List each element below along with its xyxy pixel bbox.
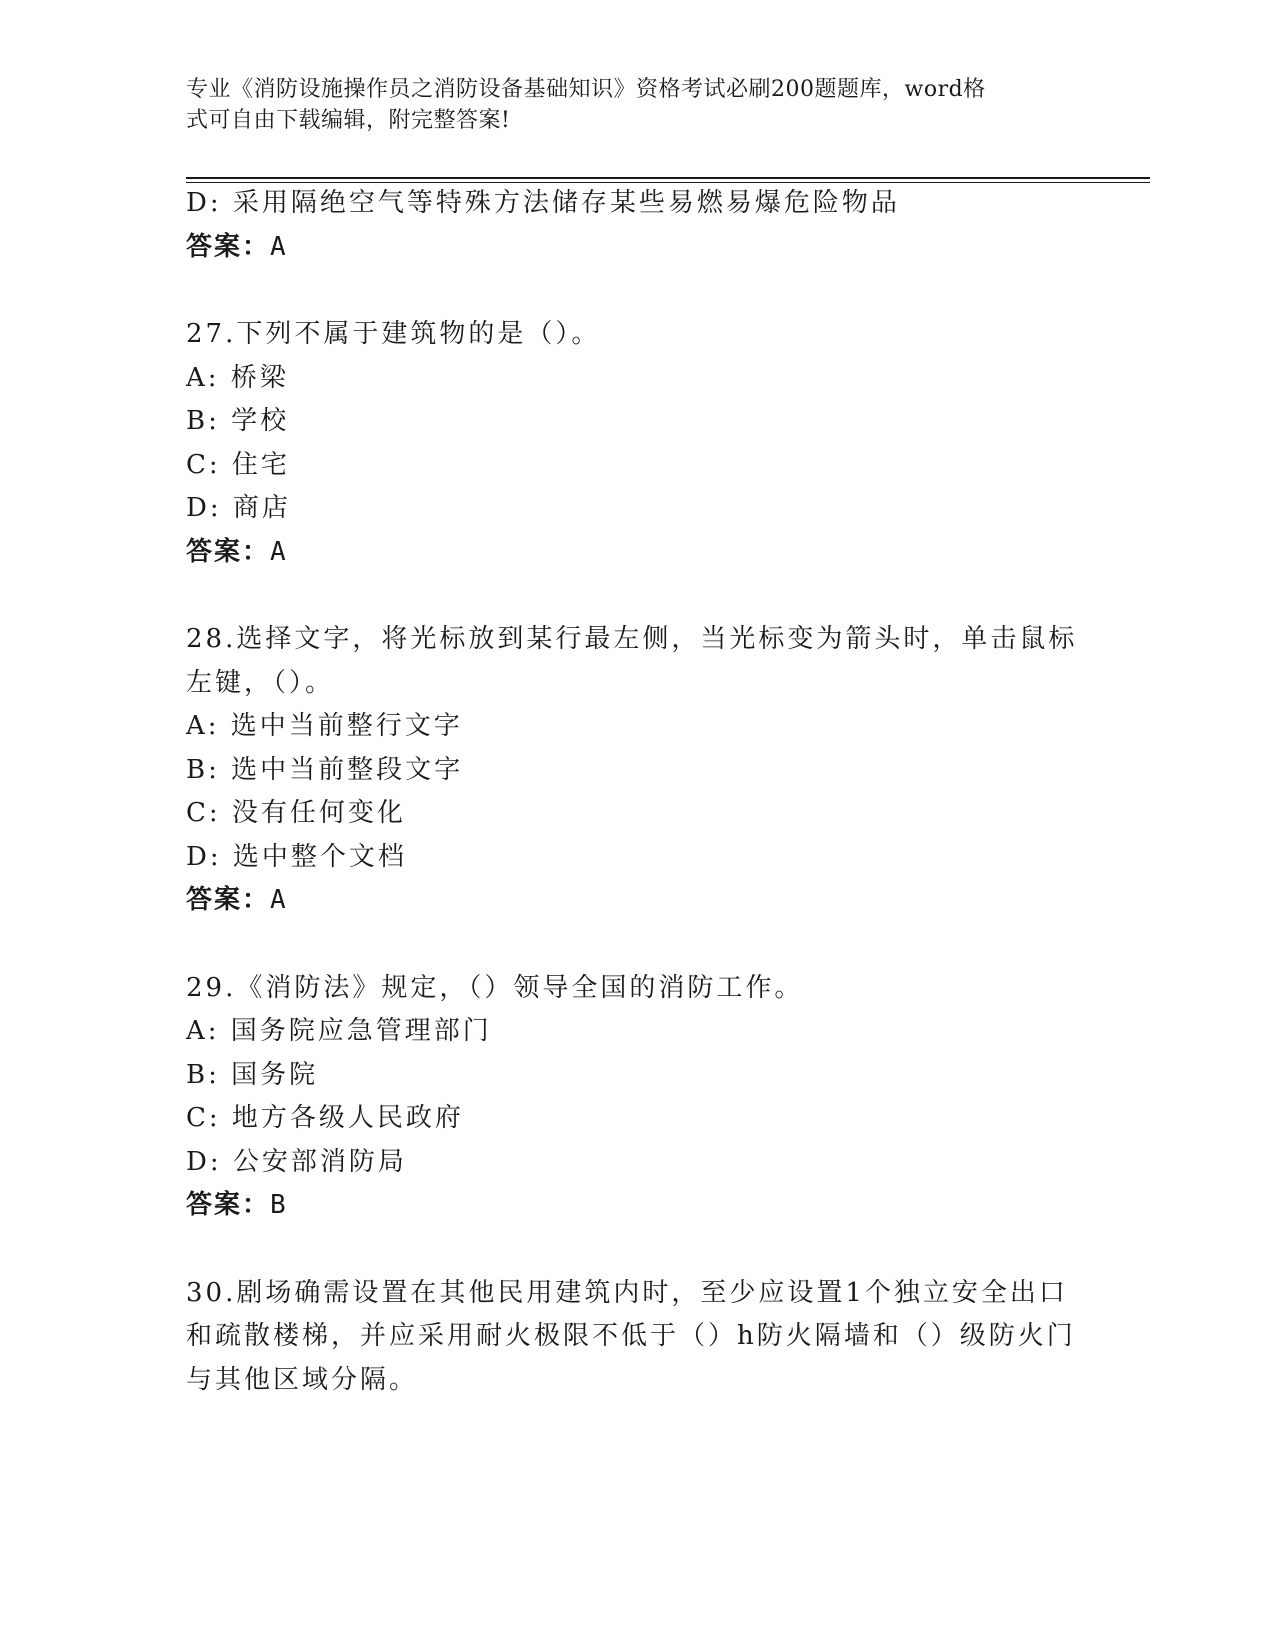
q27-answer [186,536,288,568]
q27-stem: 27.下列不属于建筑物的是（）。 [186,319,601,349]
q28-option-a: A: 选中当前整行文字 [186,711,463,741]
header-divider-thick [186,177,1150,179]
answer-value: A [270,885,288,915]
answer-value: A [270,537,288,567]
q28-option-b: B: 选中当前整段文字 [186,755,464,785]
q28-answer [186,884,288,916]
q27-option-d: D: 商店 [186,493,291,523]
q27-option-a: A: 桥梁 [186,363,289,393]
header-divider-thin [186,182,1150,183]
q29-answer [186,1189,288,1221]
q27-option-c: C: 住宅 [186,450,290,480]
q29-option-d: D: 公安部消防局 [186,1147,407,1177]
document-header [186,74,1066,136]
header-title-line-1: 专业《消防设施操作员之消防设备基础知识》资格考试必刷200题题库，word格 [186,77,986,102]
header-title-line-2: 式可自由下载编辑，附完整答案! [186,108,511,133]
q27-option-b: B: 学校 [186,406,290,436]
answer-label: 答案： [186,537,271,567]
q29-option-b: B: 国务院 [186,1060,319,1090]
prev-answer [186,231,288,263]
q28-stem-line-1: 28.选择文字，将光标放到某行最左侧，当光标变为箭头时，单击鼠标 [186,624,1078,654]
q29-option-c: C: 地方各级人民政府 [186,1103,464,1133]
q30-stem-line-3: 与其他区域分隔。 [186,1365,419,1395]
answer-label: 答案： [186,885,271,915]
q28-option-d: D: 选中整个文档 [186,842,407,872]
q29-option-a: A: 国务院应急管理部门 [186,1016,492,1046]
q28-option-c: C: 没有任何变化 [186,798,406,828]
prev-option-d: D: 采用隔绝空气等特殊方法储存某些易燃易爆危险物品 [186,188,900,218]
q30-stem-line-1: 30.剧场确需设置在其他民用建筑内时，至少应设置1个独立安全出口 [186,1278,1068,1308]
answer-label: 答案： [186,1190,271,1220]
q28-stem-line-2: 左键，（）。 [186,668,335,698]
answer-value: A [270,232,288,262]
q30-stem-line-2: 和疏散楼梯，并应采用耐火极限不低于（）h防火隔墙和（）级防火门 [186,1321,1076,1351]
answer-label: 答案： [186,232,271,262]
q29-stem: 29.《消防法》规定，（）领导全国的消防工作。 [186,973,804,1003]
answer-value: B [270,1190,288,1220]
